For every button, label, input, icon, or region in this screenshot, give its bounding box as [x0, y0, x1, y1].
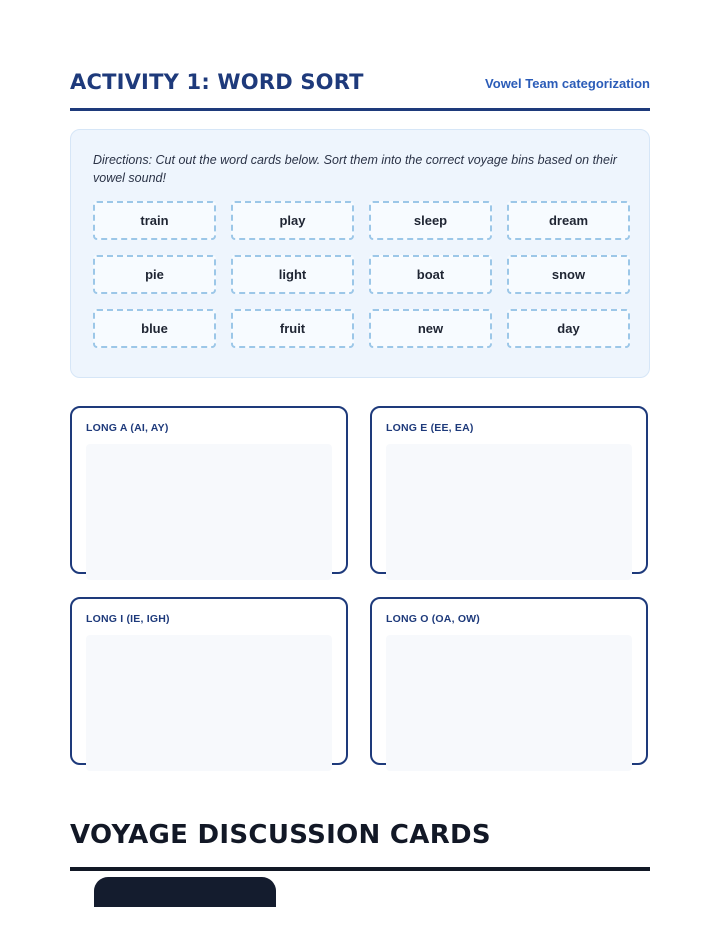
- bin-label: LONG E (EE, EA): [386, 422, 474, 434]
- bin-long-o[interactable]: [370, 597, 648, 765]
- bin-drop-area[interactable]: [386, 635, 632, 771]
- directions-text: Directions: Cut out the word cards below. Sort them into the correct voyage bins based on their vowel sound!: [93, 153, 617, 185]
- word-card[interactable]: train: [93, 201, 216, 240]
- word-card[interactable]: new: [369, 309, 492, 348]
- bin-label: LONG I (IE, IGH): [86, 613, 170, 625]
- bin-label: LONG A (AI, AY): [86, 422, 169, 434]
- word-card[interactable]: snow: [507, 255, 630, 294]
- activity-subtitle: Vowel Team categorization: [485, 76, 650, 91]
- word-card[interactable]: pie: [93, 255, 216, 294]
- bin-label: LONG O (OA, OW): [386, 613, 480, 625]
- bin-drop-area[interactable]: [86, 635, 332, 771]
- word-card[interactable]: sleep: [369, 201, 492, 240]
- voyage-section-title: VOYAGE DISCUSSION CARDS: [70, 820, 491, 850]
- word-card[interactable]: light: [231, 255, 354, 294]
- word-card[interactable]: play: [231, 201, 354, 240]
- word-card[interactable]: blue: [93, 309, 216, 348]
- word-card-panel: [70, 129, 650, 378]
- activity-title: ACTIVITY 1: WORD SORT: [70, 70, 364, 94]
- bin-drop-area[interactable]: [86, 444, 332, 580]
- word-card[interactable]: boat: [369, 255, 492, 294]
- bin-drop-area[interactable]: [386, 444, 632, 580]
- word-card-grid: [93, 201, 628, 348]
- word-card[interactable]: fruit: [231, 309, 354, 348]
- word-card[interactable]: dream: [507, 201, 630, 240]
- bin-long-i[interactable]: [70, 597, 348, 765]
- bin-long-e[interactable]: [370, 406, 648, 574]
- bin-long-a[interactable]: [70, 406, 348, 574]
- section-divider: [70, 867, 650, 871]
- word-card[interactable]: day: [507, 309, 630, 348]
- discussion-card-tab: [94, 877, 276, 907]
- activity-header: [70, 70, 650, 111]
